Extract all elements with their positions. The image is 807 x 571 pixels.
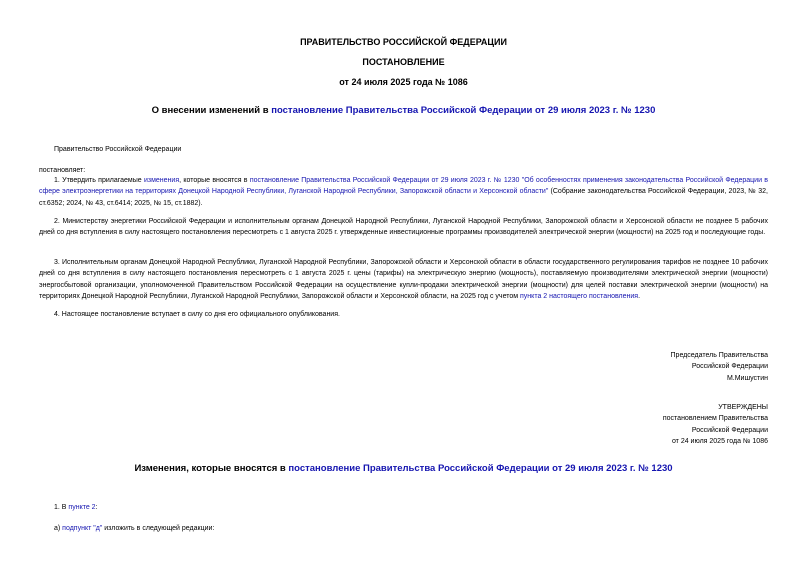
item-3-text-b: . xyxy=(638,292,641,300)
item-3-text-a: 3. Исполнительным органам Донецкой Народной Республики, Луганской Народной Республики, Запорожской области и Херсонской области в области государственного регулирования тарифов не позднее 10 рабочих дней со дня вступления в силу настоящего постановления пересмотреть с 1 августа 2025 г. цены (тарифы) на электрическую энергию (мощность), поставляемую производителями электрической энергии (мощности) энергосбытовой организации, уполномоченной Правительством Российской Федерации на осуществление купли-продажи электрической энергии (мощности) для целей поставки электрической энергии (мощности) на территориях Донецкой Народной Республики, Луганской Народной Республики, Запорожской области и Херсонской области, на 2025 год с учетом xyxy=(39,259,768,300)
amended-resolution-link[interactable]: постановление Правительства Российской Федерации от 29 июля 2023 г. № 1230 xyxy=(271,105,656,116)
government-heading: ПРАВИТЕЛЬСТВО РОССИЙСКОЙ ФЕДЕРАЦИИ xyxy=(300,37,507,47)
item-2-reference-link[interactable]: пункта 2 настоящего постановления xyxy=(520,292,639,300)
change-subitem-a xyxy=(54,525,214,532)
change-subitem-a-text-a: а) xyxy=(54,525,63,532)
document-title-prefix: О внесении изменений в xyxy=(151,105,272,116)
signature-name: М.Мишустин xyxy=(726,374,768,382)
item-1 xyxy=(39,175,768,209)
document-date-number: от 24 июля 2025 года № 1086 xyxy=(339,77,468,87)
approval-stamp xyxy=(663,402,768,447)
change-item-1-text-a: 1. В xyxy=(54,504,69,511)
subpoint-d-link[interactable]: подпункт "д" xyxy=(62,525,103,532)
changes-title xyxy=(0,463,807,474)
item-1-text-a: 1. Утвердить прилагаемые xyxy=(54,177,144,184)
approved-organization: Российской Федерации xyxy=(691,426,768,434)
change-item-1 xyxy=(54,504,98,511)
changes-title-prefix: Изменения, которые вносятся в xyxy=(134,463,289,474)
point-2-link[interactable]: пункте 2 xyxy=(68,504,96,511)
approved-date: от 24 июля 2025 года № 1086 xyxy=(671,437,768,445)
approved-label: УТВЕРЖДЕНЫ xyxy=(718,404,768,411)
changes-resolution-link[interactable]: постановление Правительства Российской Федерации от 29 июля 2023 г. № 1230 xyxy=(288,463,673,474)
item-3 xyxy=(39,257,768,302)
document-title xyxy=(0,105,807,116)
signature-organization: Российской Федерации xyxy=(691,363,768,371)
item-4: 4. Настоящее постановление вступает в силу со дня его официального опубликования. xyxy=(54,311,340,318)
issuer-text: Правительство Российской Федерации xyxy=(54,146,182,153)
resolution-1230-link[interactable]: постановление Правительства Российской Федерации от 29 июля 2023 г. № 1230 "Об особенностях применения законодательства Российской Федерации в сфере электроэнергетики на территориях Донецкой Народной Республики, Луганской Народной Республики, Запорожской области и Херсонской области" xyxy=(39,177,768,196)
signature-block xyxy=(671,350,768,384)
change-item-1-text-b: : xyxy=(95,504,98,511)
change-subitem-a-text-b: изложить в следующей редакции: xyxy=(102,525,215,532)
item-2: 2. Министерству энергетики Российской Федерации и исполнительным органам Донецкой Народной Республики, Луганской Народной Республики, Запорожской области и Херсонской области не позднее 5 рабочих дней со дня вступления в силу настоящего постановления пересмотреть с 1 августа 2025 г. утвержденные инвестиционные программы производителей электрической энергии (мощности) на 2025 год и последующие годы. xyxy=(39,218,768,237)
resolves-text: постановляет: xyxy=(39,167,86,174)
changes-link[interactable]: изменения xyxy=(143,177,180,184)
document-type: ПОСТАНОВЛЕНИЕ xyxy=(362,57,445,67)
approved-by: постановлением Правительства xyxy=(662,415,768,423)
signature-position: Председатель Правительства xyxy=(670,352,768,359)
item-1-text-c: (Собрание законодательства Российской Федерации, 2023, № 32, ст.6352; 2024, № 43, ст.6414; 2025, № 15, ст.1882). xyxy=(39,188,768,207)
item-1-text-b: , которые вносятся в xyxy=(179,177,250,184)
